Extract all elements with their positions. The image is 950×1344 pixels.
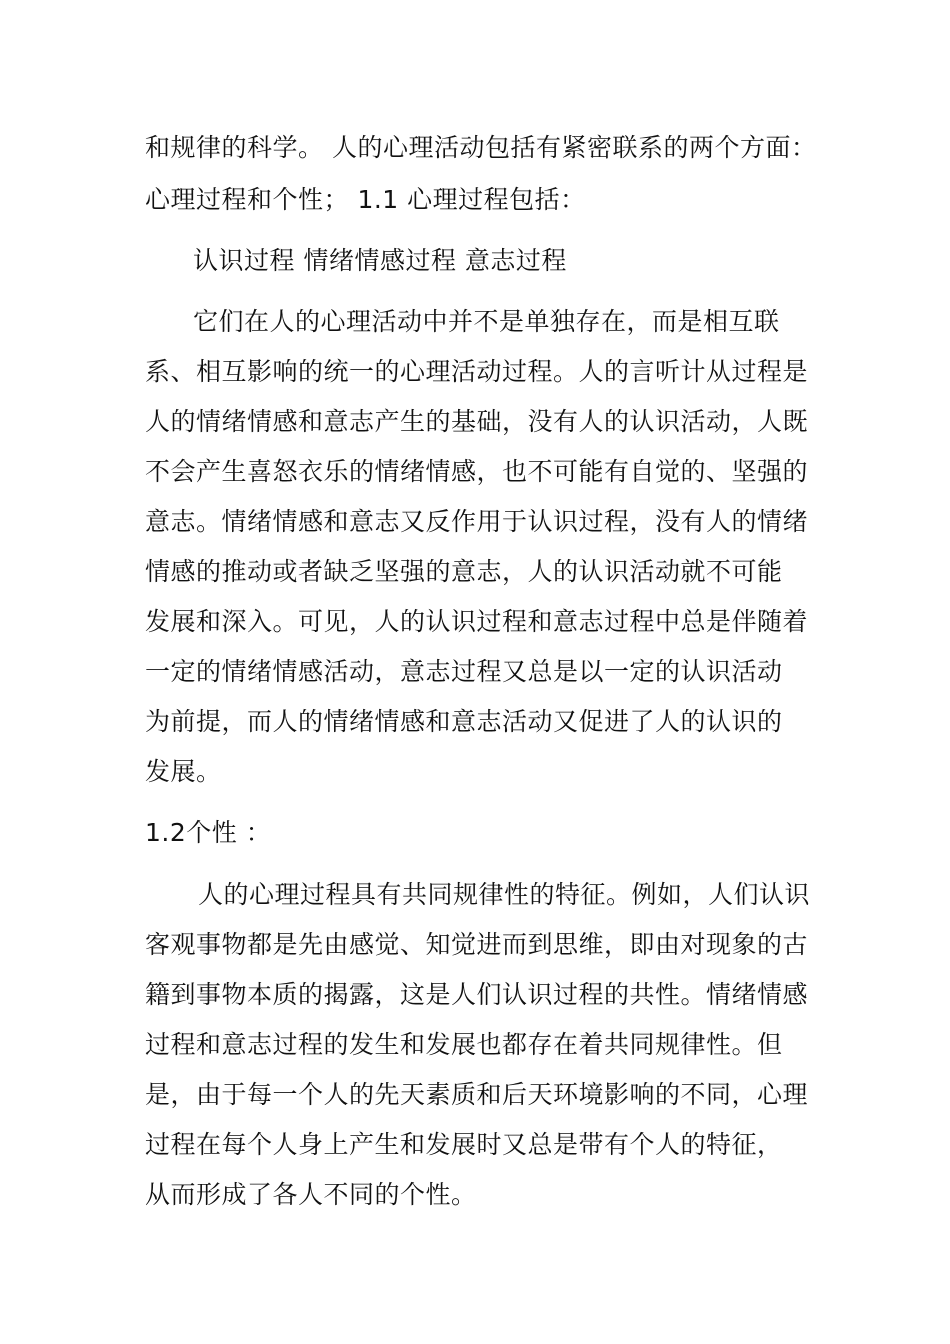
text-line-2: 心理过程和个性； 1.1 心理过程包括： [145,185,586,214]
text-line-8: 意志。情绪情感和意志又反作用于认识过程，没有人的情绪 [145,507,809,536]
text-line-18: 过程和意志过程的发生和发展也都存在着共同规律性。但 [145,1030,783,1059]
text-line-5: 系、相互影响的统一的心理活动过程。人的言听计从过程是 [145,357,809,386]
text-line-21: 从而形成了各人不同的个性。 [145,1180,477,1209]
text-line-7: 不会产生喜怒衣乐的情绪情感，也不可能有自觉的、坚强的 [145,457,809,486]
text-line-4: 它们在人的心理活动中并不是单独存在，而是相互联 [193,307,780,336]
text-line-9: 情感的推动或者缺乏坚强的意志，人的认识活动就不可能 [145,557,783,586]
text-line-19: 是，由于每一个人的先天素质和后天环境影响的不同，心理 [145,1080,809,1109]
text-line-20: 过程在每个人身上产生和发展时又总是带有个人的特征， [145,1130,783,1159]
text-line-1: 和规律的科学。 人的心理活动包括有紧密联系的两个方面： [145,133,817,162]
text-line-15: 人的心理过程具有共同规律性的特征。例如，人们认识 [198,880,811,909]
text-line-16: 客观事物都是先由感觉、知觉进而到思维，即由对现象的古 [145,930,809,959]
text-line-3: 认识过程 情绪情感过程 意志过程 [193,246,567,275]
text-line-12: 为前提，而人的情绪情感和意志活动又促进了人的认识的 [145,707,783,736]
text-line-10: 发展和深入。可见，人的认识过程和意志过程中总是伴随着 [145,607,809,636]
text-line-13: 发展。 [145,757,222,786]
text-line-6: 人的情绪情感和意志产生的基础，没有人的认识活动，人既 [145,407,809,436]
text-line-17: 籍到事物本质的揭露，这是人们认识过程的共性。情绪情感 [145,980,809,1009]
text-line-11: 一定的情绪情感活动，意志过程又总是以一定的认识活动 [145,657,783,686]
section-heading-1-2: 1.2个性 ： [145,818,272,847]
